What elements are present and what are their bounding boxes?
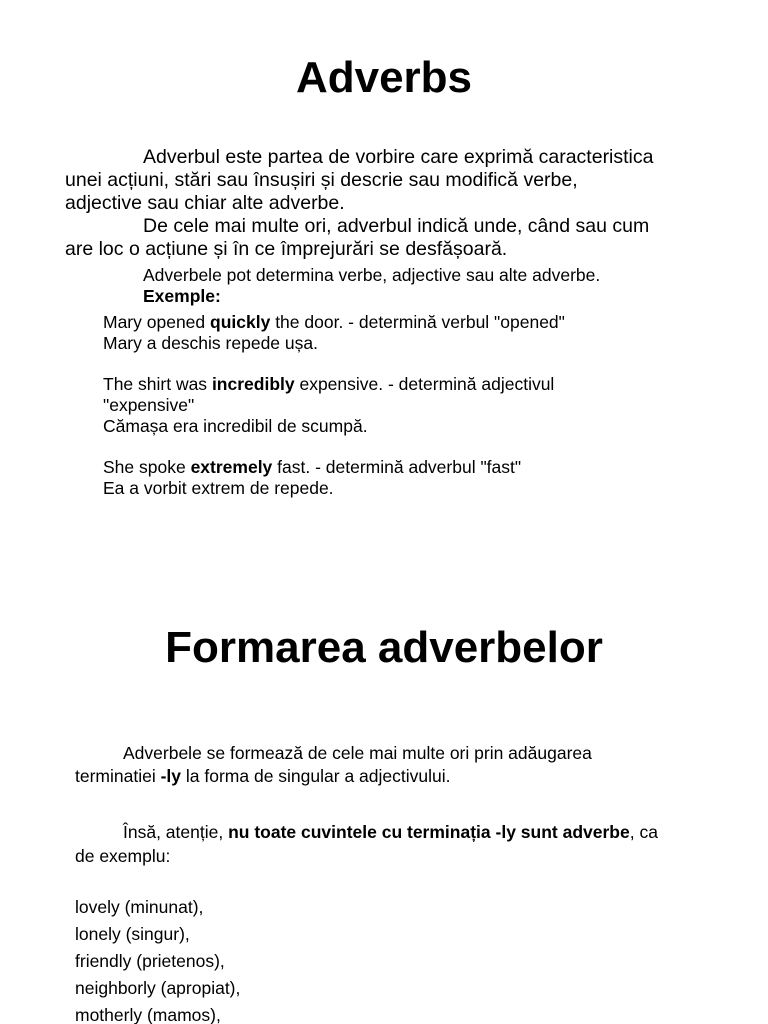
example-sentence: The shirt was incredibly expensive. - determină adjectivul <box>103 374 555 394</box>
list-item: friendly (prietenos), <box>75 951 225 971</box>
example-sentence: Mary opened quickly the door. - determină verbul "opened" <box>103 312 565 332</box>
example-translation: Ea a vorbit extrem de repede. <box>103 478 334 498</box>
example-sentence-continued: "expensive" <box>103 395 195 415</box>
example-translation: Mary a deschis repede ușa. <box>103 333 318 353</box>
paragraph-line: Adverbele pot determina verbe, adjective sau alte adverbe. <box>143 265 601 285</box>
paragraph-line: Însă, atenție, nu toate cuvintele cu terminația -ly sunt adverbe, ca <box>123 822 658 842</box>
list-item: lonely (singur), <box>75 924 190 944</box>
paragraph-line: unei acțiuni, stări sau însușiri și descrie sau modifică verbe, <box>65 169 578 191</box>
list-item: lovely (minunat), <box>75 897 204 917</box>
paragraph-line: de exemplu: <box>75 846 171 866</box>
page-title: Adverbs <box>295 53 473 102</box>
paragraph-line: Adverbul este partea de vorbire care exprimă caracteristica <box>143 146 654 168</box>
paragraph-line: adjective sau chiar alte adverbe. <box>65 192 345 214</box>
example-sentence: She spoke extremely fast. - determină adverbul "fast" <box>103 457 522 477</box>
list-item: neighborly (apropiat), <box>75 978 241 998</box>
paragraph-line: are loc o acțiune și în ce împrejurări se desfășoară. <box>65 238 508 260</box>
examples-label: Exemple: <box>143 286 221 306</box>
list-item: motherly (mamos), <box>75 1005 221 1024</box>
paragraph-line: Adverbele se formează de cele mai multe ori prin adăugarea <box>123 743 592 763</box>
paragraph-line: terminatiei -ly la forma de singular a adjectivului. <box>75 766 451 786</box>
example-translation: Cămașa era incredibil de scumpă. <box>103 416 368 436</box>
paragraph-line: De cele mai multe ori, adverbul indică unde, când sau cum <box>143 215 650 237</box>
section-title: Formarea adverbelor <box>165 623 603 672</box>
